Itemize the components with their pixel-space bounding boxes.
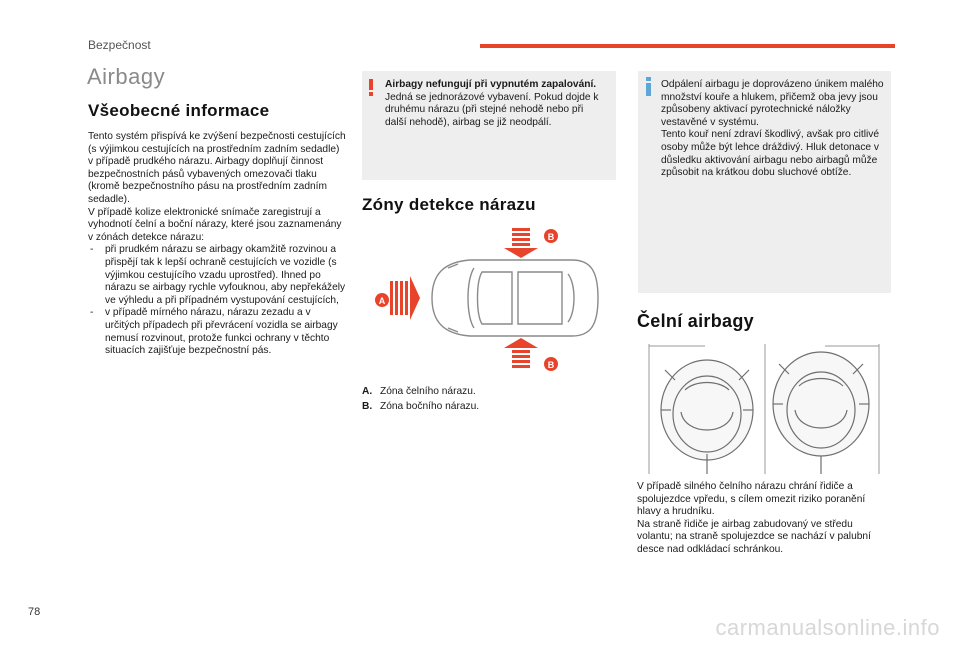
front-airbags-paragraph: V případě silného čelního nárazu chrání řidiče a spolujezdce vpředu, s cílem omezit riziko poranění hlavy a hrudníku. [637,481,866,518]
watermark-text: carmanualsonline.info [715,615,940,640]
warning-icon [369,79,373,96]
zone-a-label: A [378,296,386,306]
warning-title: Airbagy nefungují při vypnutém zapalování. [385,79,597,90]
legend-key: A. [362,386,373,397]
impact-zones-diagram [362,218,616,378]
info-text: Odpálení airbagu je doprovázeno únikem malého množství kouře a hlukem, přičemž oba jevy jsou způsobeny aktivací pyrotechnické náložky vestavěné v systému. [661,79,884,128]
front-impact-arrow [390,276,420,320]
front-airbags-heading: Čelní airbagy [637,311,754,331]
airbag-deployment-illustration [645,340,883,476]
info-box [638,71,891,293]
legend-item [362,384,616,399]
general-info-text [88,131,346,358]
page-title: Airbagy [87,64,166,89]
car-body [432,260,598,336]
general-info-list [88,244,346,357]
impact-zones-legend [362,384,616,414]
legend-text: Zóna čelního nárazu. [380,386,476,397]
section-label: Bezpečnost [88,38,151,52]
impact-zones-heading: Zóny detekce nárazu [362,195,536,214]
side-impact-arrow-bottom [504,338,538,368]
header-accent-bar [480,44,895,48]
general-info-paragraph: V případě kolize elektronické snímače zaregistrují a vyhodnotí čelní a boční nárazy, které jsou zaznamenány v zónách detekce nárazu: [88,206,342,243]
front-airbags-paragraph: Na straně řidiče je airbag zabudovaný ve středu volantu; na straně spolujezdce se nachází v palubní desce nad odkládací schránkou. [637,518,871,555]
passenger-airbag [773,352,869,474]
warning-box [362,71,616,180]
side-impact-arrow-top [504,228,538,258]
zone-b-label-top: B [547,232,555,242]
general-info-paragraph: Tento systém přispívá ke zvýšení bezpečnosti cestujících (s výjimkou cestujících na prostředním zadním sedadle) v případě prudkého nárazu. Airbagy doplňují činnost bezpečnostních pásů vybavených omezovači tlaku (kromě bezpečnostního pásu na prostředním zadním sedadle). [88,131,346,205]
page-number: 78 [28,606,41,618]
list-item: - v případě mírného nárazu, nárazu zezadu a v určitých případech při převrácení vozidla se airbagy nemusí rozvinout, protože funkci ochrany v těchto situacích zajišťuje bezpečnostní pás. [88,307,346,357]
front-airbags-illustration [645,340,883,476]
front-airbags-text [637,481,891,557]
info-icon [646,77,652,97]
warning-text: Jedná se jednorázové vybavení. Pokud dojde k druhému nárazu (při stejné nehodě nebo při další nehodě), airbag se již neodpálí. [385,91,599,128]
legend-text: Zóna bočního nárazu. [380,401,480,412]
list-item: - při prudkém nárazu se airbagy okamžitě rozvinou a přispějí tak k lepší ochraně cestujících ve vozidle (s výjimkou cestujícího vzadu uprostřed). Ihned po nárazu se airbagy rychle vyfouknou, aby nepřekážely ve výhledu a při případném vystupování cestujících, [88,244,346,307]
car-top-view-illustration [362,218,616,378]
info-text: Tento kouř není zdraví škodlivý, avšak pro citlivé osoby může být lehce dráždivý. Hluk detonace v důsledku aktivování airbagu nebo airbagů může způsobit na krátkou dobu sluchové obtíže. [661,129,880,179]
driver-airbag [661,360,753,474]
legend-key: B. [362,401,373,412]
legend-item [362,399,616,414]
general-info-heading: Všeobecné informace [88,101,270,120]
zone-b-label-bottom: B [547,360,555,370]
